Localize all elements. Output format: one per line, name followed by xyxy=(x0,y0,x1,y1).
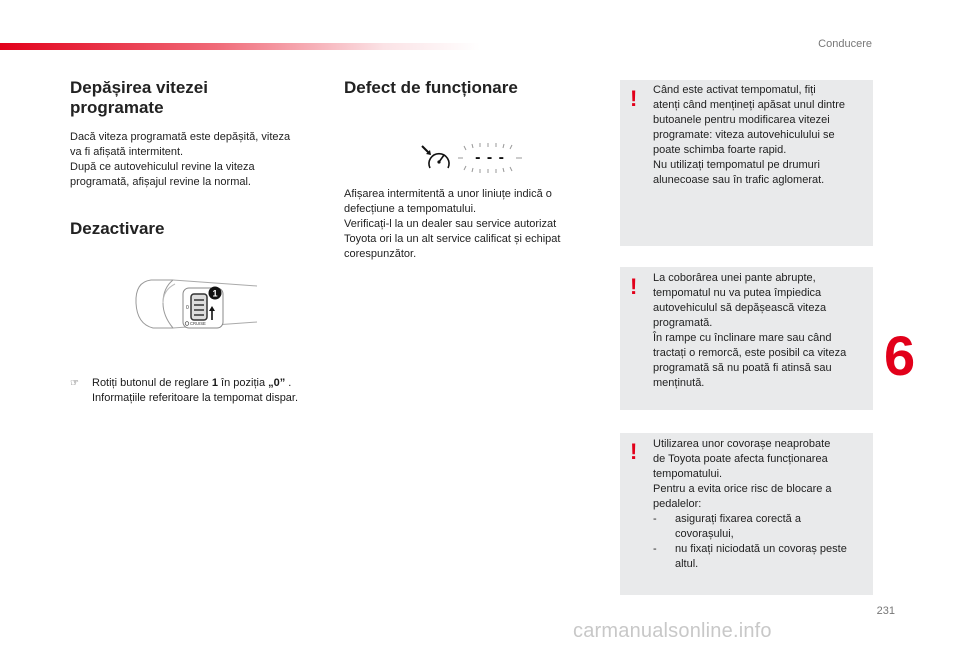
overspeed-heading-line2: programate xyxy=(70,98,164,117)
warning-line: asigurați fixarea corectă a xyxy=(675,513,801,525)
warning-line: Nu utilizați tempomatul pe drumuri xyxy=(653,159,820,171)
overspeed-text-line: După ce autovehiculul revine la viteza xyxy=(70,161,255,173)
fault-heading: Defect de funcționare xyxy=(344,78,518,97)
warning-line: butoanele pentru modificarea vitezei xyxy=(653,114,830,126)
warning-line: programată să nu poată fi atinsă sau xyxy=(653,362,832,374)
warning-line: La coborârea unei pante abrupte, xyxy=(653,272,816,284)
chapter-number: 6 xyxy=(884,324,916,387)
fault-text xyxy=(344,187,594,262)
warning-icon: ! xyxy=(630,439,638,464)
fault-text-line: Toyota ori la un alt service calificat și echipat xyxy=(344,233,561,245)
warning-line: programată. xyxy=(653,317,713,329)
instruction-text: Rotiți butonul de reglare xyxy=(92,377,212,389)
fault-dashes: - - - xyxy=(475,149,505,166)
deactivation-heading: Dezactivare xyxy=(70,219,165,238)
warning-line: Pentru a evita orice risc de blocare a xyxy=(653,483,832,495)
warning-line: pedalelor: xyxy=(653,498,702,510)
watermark: carmanualsonline.info xyxy=(573,620,772,642)
fault-display-illustration xyxy=(420,142,524,174)
speedometer-icon xyxy=(422,146,449,168)
warning-line: autovehiculul să depășească viteza xyxy=(653,302,827,314)
deactivation-instruction-text xyxy=(92,376,337,406)
warning-text xyxy=(653,271,869,391)
warning-panel-speed-buttons xyxy=(620,80,873,246)
warning-line: alunecoase sau în trafic aglomerat. xyxy=(653,174,825,186)
pointing-hand-icon: ☞ xyxy=(70,378,79,389)
warning-line: menținută. xyxy=(653,377,705,389)
overspeed-text-line: programată, afișajul revine la normal. xyxy=(70,176,251,188)
warning-line: de Toyota poate afecta funcționarea xyxy=(653,453,828,465)
warning-line: tractați o remorcă, este posibil ca viteza xyxy=(653,347,847,359)
instruction-button-number: 1 xyxy=(211,377,218,389)
instruction-position: „0” xyxy=(268,377,286,389)
overspeed-heading xyxy=(70,78,310,118)
stalk-marker: 1 xyxy=(212,288,218,299)
warning-panel-slopes xyxy=(620,267,873,410)
overspeed-text xyxy=(70,130,320,190)
cruise-stalk-illustration xyxy=(133,272,261,334)
overspeed-heading-line1: Depășirea vitezei xyxy=(70,78,208,97)
warning-list-item xyxy=(653,512,869,542)
warning-line: altul. xyxy=(675,558,699,570)
fault-text-line: Verificați-l la un dealer sau service autorizat xyxy=(344,218,557,230)
warning-list-item xyxy=(653,542,869,572)
header-accent-bar xyxy=(0,43,480,50)
overspeed-text-line: Dacă viteza programată este depășită, viteza xyxy=(70,131,291,143)
warning-line: Când este activat tempomatul, fiți xyxy=(653,84,816,96)
warning-line: Utilizarea unor covorașe neaprobate xyxy=(653,438,831,450)
warning-icon: ! xyxy=(630,86,638,111)
instruction-text: Informațiile referitoare la tempomat dispar. xyxy=(92,392,299,404)
dash-bullet: - xyxy=(653,513,657,525)
warning-text xyxy=(653,83,869,188)
fault-text-line: corespunzător. xyxy=(344,248,417,260)
stalk-zero-label: 0 xyxy=(186,305,189,311)
instruction-text: . xyxy=(285,377,292,389)
dash-bullet: - xyxy=(653,543,657,555)
section-label: Conducere xyxy=(818,38,872,50)
overspeed-text-line: va fi afișată intermitent. xyxy=(70,146,184,158)
instruction-text: în poziția xyxy=(217,377,269,389)
warning-line: covorașului, xyxy=(675,528,734,540)
warning-icon: ! xyxy=(630,274,638,299)
fault-text-line: Afișarea intermitentă a unor liniuțe indică o xyxy=(344,188,552,200)
warning-line: programate: viteza autovehiculului se xyxy=(653,129,835,141)
warning-line: nu fixați niciodată un covoraș peste xyxy=(675,543,847,555)
fault-text-line: defecțiune a tempomatului. xyxy=(344,203,477,215)
stalk-cruise-label: CRUISE xyxy=(190,321,206,326)
warning-line: poate schimba foarte rapid. xyxy=(653,144,787,156)
warning-line: atenți când mențineți apăsat unul dintre xyxy=(653,99,846,111)
warning-line: tempomatul nu va putea împiedica xyxy=(653,287,822,299)
warning-line: tempomatului. xyxy=(653,468,723,480)
warning-panel-floor-mats xyxy=(620,433,873,595)
page-number: 231 xyxy=(876,605,895,617)
warning-text xyxy=(653,437,869,572)
warning-line: În rampe cu înclinare mare sau când xyxy=(653,332,832,344)
